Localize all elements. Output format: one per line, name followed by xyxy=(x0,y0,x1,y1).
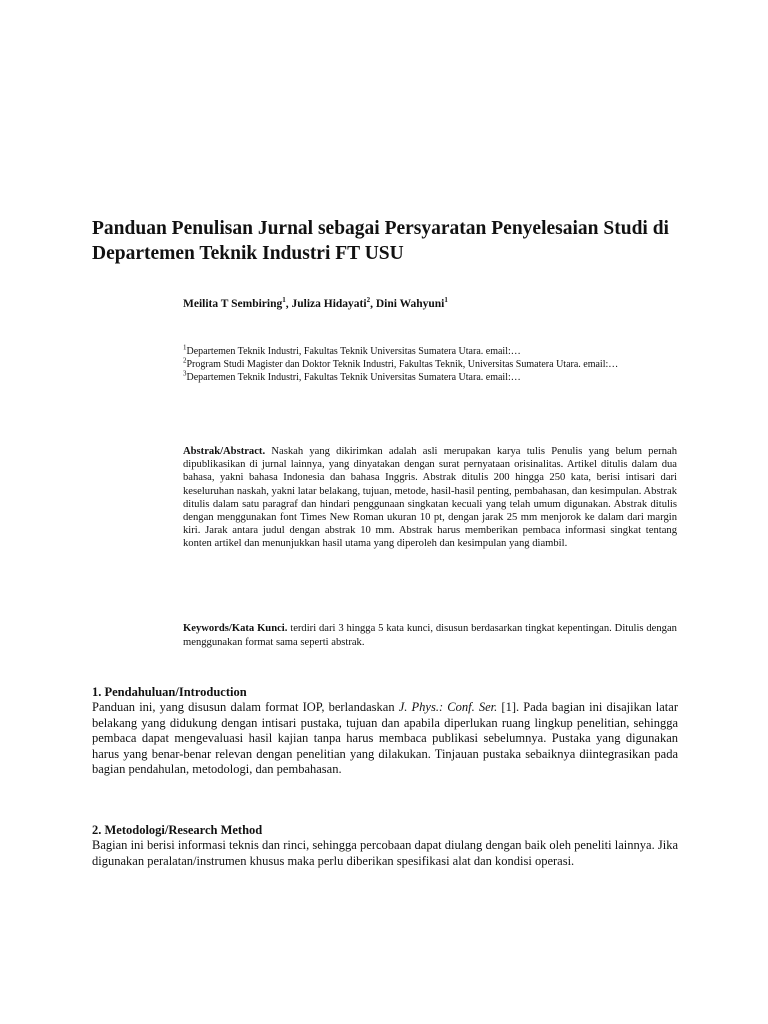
author-name: Juliza Hidayati xyxy=(291,298,367,310)
journal-name: J. Phys.: Conf. Ser. xyxy=(398,700,498,714)
author-list xyxy=(183,296,683,312)
abstract-label: Abstrak/Abstract. xyxy=(183,446,266,457)
abstract-paragraph xyxy=(183,445,677,551)
author-separator: , xyxy=(370,298,376,310)
affiliation-text: Departemen Teknik Industri, Fakultas Teknik Universitas Sumatera Utara. email:… xyxy=(186,346,521,357)
affiliation-marker: 2 xyxy=(183,356,187,365)
keywords-paragraph xyxy=(183,622,677,650)
affiliation-item xyxy=(183,371,677,384)
affiliation-text: Departemen Teknik Industri, Fakultas Teknik Universitas Sumatera Utara. email:… xyxy=(186,372,521,383)
paper-title: Panduan Penulisan Jurnal sebagai Persyaratan Penyelesaian Studi di Departemen Teknik Industri FT USU xyxy=(92,218,669,264)
affiliation-list xyxy=(183,345,677,384)
author-name: Meilita T Sembiring xyxy=(183,298,283,310)
affiliation-text: Program Studi Magister dan Doktor Teknik Industri, Fakultas Teknik, Universitas Sumatera Utara. email:… xyxy=(186,359,619,370)
author-affiliation-marker: 1 xyxy=(444,296,448,305)
keywords-label: Keywords/Kata Kunci. xyxy=(183,623,288,634)
author-name: Dini Wahyuni xyxy=(375,298,445,310)
section-body-introduction xyxy=(92,700,678,778)
abstract-text: Naskah yang dikirimkan adalah asli merupakan karya tulis Penulis yang belum pernah dipublikasikan di jurnal lainnya, yang dinyatakan dengan surat pernyataan orisinalitas. Artikel ditulis dalam dua bahasa, yakni bahasa Indonesia dan bahasa Inggris. Abstrak ditulis 200 hingga 250 kata, berisi intisari dari keseluruhan naskah, yakni latar belakang, tujuan, metode, hasil-hasil penting, pembahasan, dan kesimpulan. Abstrak ditulis dalam satu paragraf dan hindari penggunaan singkatan kecuali yang telah umum digunakan. Abstrak ditulis dengan menggunakan font Times New Roman ukuran 10 pt, dengan jarak 25 mm menjorok ke dalam dari margin kiri. Jarak antara judul dengan abstrak 10 mm. Abstrak harus memberikan pembaca informasi singkat tentang konten artikel dan menunjukkan hasil utama yang diperoleh dan kesimpulan yang diambil. xyxy=(183,446,677,550)
section-body-method: Bagian ini berisi informasi teknis dan rinci, sehingga percobaan dapat diulang dengan baik oleh peneliti lainnya. Jika digunakan peralatan/instrumen khusus maka perlu diberikan spesifikasi alat dan kondisi operasi. xyxy=(92,838,678,868)
affiliation-item xyxy=(183,345,677,358)
author-separator: , xyxy=(285,298,292,310)
body-text: Panduan ini, yang disusun dalam format IOP, berlandaskan xyxy=(92,700,399,714)
body-text: [1]. Pada bagian ini disajikan latar belakang yang didukung dengan intisari pustaka, tujuan dan apabila diperlukan ruang lingkup penelitian, sehingga pembaca dapat mengevaluasi hasil kajian tanpa harus membaca publikasi sebelumnya. Pustaka yang digunakan harus yang benar-benar relevan dengan penelitian yang dilakukan. Tinjauan pustaka sebaiknya diintegrasikan pada bagian pendahulan, metodologi, dan pembahasan. xyxy=(92,700,678,777)
affiliation-marker: 3 xyxy=(183,369,187,378)
author-affiliation-marker: 1 xyxy=(282,296,286,305)
affiliation-marker: 1 xyxy=(183,343,187,352)
author-affiliation-marker: 2 xyxy=(366,296,371,305)
keywords-text: terdiri dari 3 hingga 5 kata kunci, disusun berdasarkan tingkat kepentingan. Ditulis dengan menggunakan format sama seperti abstrak. xyxy=(183,623,677,648)
section-heading-method: 2. Metodologi/Research Method xyxy=(92,823,263,837)
affiliation-item xyxy=(183,358,677,371)
section-heading-introduction: 1. Pendahuluan/Introduction xyxy=(92,685,247,699)
